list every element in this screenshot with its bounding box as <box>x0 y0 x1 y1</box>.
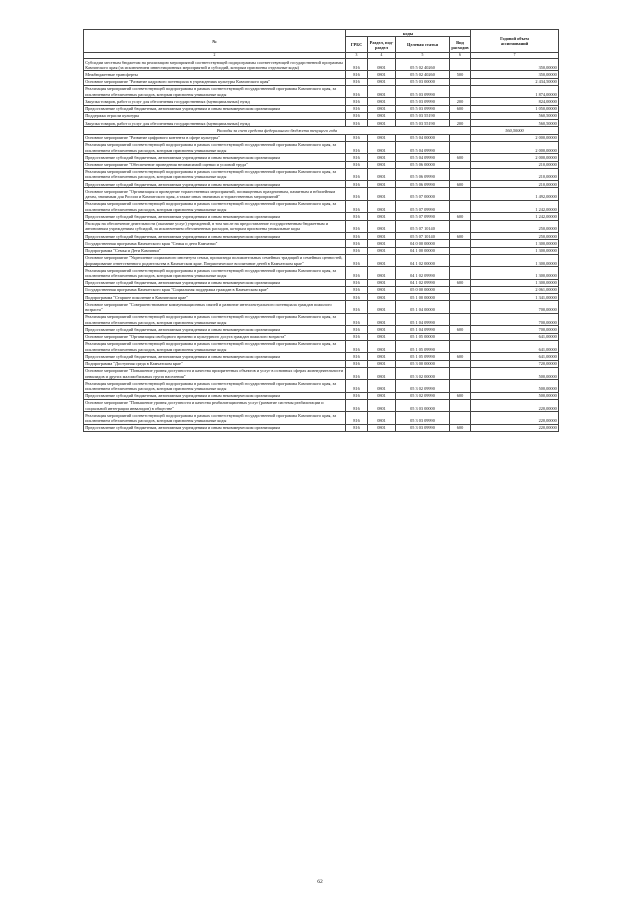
table-row <box>84 78 559 85</box>
page-number: 62 <box>317 879 323 885</box>
row-section: 0801 <box>368 105 396 112</box>
row-name: Государственная программа Камчатского края "Социальная поддержка граждан в Камчатском крае" <box>84 286 346 293</box>
row-target: 05 3 03 09990 <box>396 412 450 424</box>
row-amount: 1 300,00000 <box>471 267 559 279</box>
row-grbs: 816 <box>346 353 368 360</box>
row-grbs: 816 <box>346 294 368 301</box>
table-row <box>84 213 559 220</box>
row-amount: 1 242,00000 <box>471 213 559 220</box>
row-expense-type: 600 <box>450 326 471 333</box>
row-target: 05 0 00 00000 <box>396 286 450 293</box>
row-expense-type <box>450 188 471 200</box>
row-name: Предоставление субсидий бюджетным, автономным учреждениям и иным некоммерческим организациям <box>84 326 346 333</box>
row-target: 05 5 04 09990 <box>396 141 450 153</box>
row-section: 0801 <box>368 399 396 411</box>
row-expense-type <box>450 85 471 97</box>
table-row <box>84 399 559 411</box>
table-row <box>84 424 559 431</box>
row-amount: 500,00000 <box>471 392 559 399</box>
row-target: 05 3 02 00000 <box>396 367 450 379</box>
row-amount: 2 434,50000 <box>471 78 559 85</box>
row-grbs: 816 <box>346 233 368 240</box>
row-amount: 1 300,00000 <box>471 247 559 254</box>
row-target: 05 3 02 09990 <box>396 380 450 392</box>
row-name: Основное мероприятие "Совершенствование коммуникационных связей и развитие интеллектуального потенциала граждан пожилого возраста" <box>84 301 346 313</box>
row-amount: 210,00000 <box>471 161 559 168</box>
row-section: 0801 <box>368 161 396 168</box>
table-header <box>84 30 559 59</box>
header-grbs: ГРБС <box>346 37 368 53</box>
row-amount: 350,00000 <box>471 71 559 78</box>
row-expense-type: 600 <box>450 233 471 240</box>
table-row <box>84 326 559 333</box>
row-amount: 210,00000 <box>471 181 559 188</box>
row-amount: 250,00000 <box>471 220 559 232</box>
row-expense-type <box>450 134 471 141</box>
row-expense-type <box>450 380 471 392</box>
table-row <box>84 247 559 254</box>
row-grbs: 816 <box>346 168 368 180</box>
row-amount: 2 061,00000 <box>471 286 559 293</box>
table-row <box>84 200 559 212</box>
row-target: 05 5 02 40260 <box>396 71 450 78</box>
row-target: 05 5 03 55190 <box>396 112 450 119</box>
row-section: 0801 <box>368 188 396 200</box>
row-section: 0801 <box>368 392 396 399</box>
row-section: 0801 <box>368 367 396 379</box>
table-row <box>84 233 559 240</box>
row-section: 0801 <box>368 213 396 220</box>
row-grbs: 816 <box>346 188 368 200</box>
row-name: Государственная программа Камчатского края "Семья и дети Камчатки" <box>84 240 346 247</box>
row-name: Основное мероприятие "Развитие цифрового контента в сфере культуры" <box>84 134 346 141</box>
row-expense-type <box>450 247 471 254</box>
row-target: 05 1 04 09990 <box>396 313 450 325</box>
row-target: 05 1 04 00000 <box>396 301 450 313</box>
row-expense-type: 600 <box>450 154 471 161</box>
row-section: 0801 <box>368 412 396 424</box>
row-section: 0801 <box>368 279 396 286</box>
row-grbs: 816 <box>346 105 368 112</box>
row-amount: 560,50000 <box>471 112 559 119</box>
row-name: Реализация мероприятий соответствующей подпрограммы в рамках соответствующей государственной программы Камчатского края, за исключением обезличенных расходов, которым присвоены уникальные коды <box>84 340 346 352</box>
row-target: 05 5 02 40260 <box>396 59 450 71</box>
row-name: Предоставление субсидий бюджетным, автономным учреждениям и иным некоммерческим организациям <box>84 279 346 286</box>
row-section: 0801 <box>368 78 396 85</box>
row-section: 0801 <box>368 120 396 127</box>
row-name: Реализация мероприятий соответствующей подпрограммы в рамках соответствующей государственной программы Камчатского края, за исключением обезличенных расходов, которым присвоены уникальные коды <box>84 141 346 153</box>
row-grbs: 816 <box>346 380 368 392</box>
column-index: 4 <box>368 53 396 59</box>
header-target: Целевая статья <box>396 37 450 53</box>
row-target: 05 3 03 00000 <box>396 399 450 411</box>
row-target: 05 5 03 00000 <box>396 78 450 85</box>
row-grbs: 816 <box>346 240 368 247</box>
row-target: 05 5 03 09990 <box>396 98 450 105</box>
row-expense-type <box>450 399 471 411</box>
row-grbs: 816 <box>346 120 368 127</box>
row-expense-type <box>450 240 471 247</box>
row-grbs: 816 <box>346 220 368 232</box>
row-target: 05 5 06 09990 <box>396 181 450 188</box>
row-section: 0801 <box>368 340 396 352</box>
header-codes: коды <box>346 30 471 37</box>
row-expense-type: 600 <box>450 181 471 188</box>
header-expense-type: Вид расходов <box>450 37 471 53</box>
row-expense-type <box>450 412 471 424</box>
row-section: 0801 <box>368 247 396 254</box>
row-amount: 220,00000 <box>471 412 559 424</box>
row-name: Предоставление субсидий бюджетным, автономным учреждениям и иным некоммерческим организациям <box>84 233 346 240</box>
row-amount: 1 492,00000 <box>471 188 559 200</box>
row-name: Закупка товаров, работ и услуг для обеспечения государственных (муниципальных) нужд <box>84 98 346 105</box>
header-section: Раздел, под- раздел <box>368 37 396 53</box>
row-name: Предоставление субсидий бюджетным, автономным учреждениям и иным некоммерческим организациям <box>84 392 346 399</box>
row-target: 04 0 00 00000 <box>396 240 450 247</box>
row-grbs: 816 <box>346 200 368 212</box>
row-name: Основное мероприятие "Организация и проведение торжественных мероприятий, посвященных праздничным, памятным и юбилейным датам, значимым для России и Камчатского края, а также иных значимых и торжественных мероприятий" <box>84 188 346 200</box>
row-section: 0801 <box>368 220 396 232</box>
row-name: Подпрограмма "Старшее поколение в Камчатском крае" <box>84 294 346 301</box>
row-amount: 1 300,00000 <box>471 240 559 247</box>
row-target: 05 1 05 09990 <box>396 340 450 352</box>
column-index: 2 <box>84 53 346 59</box>
row-name: Основное мероприятие "Развитие кадрового потенциала в учреждениях культуры Камчатского края" <box>84 78 346 85</box>
row-grbs: 816 <box>346 254 368 266</box>
table-row <box>84 168 559 180</box>
table-row <box>84 181 559 188</box>
row-section: 0801 <box>368 200 396 212</box>
row-name: Подпрограмма "Доступная среда в Камчатском крае" <box>84 360 346 367</box>
row-name: Межбюджетные трансферты <box>84 71 346 78</box>
row-name: Предоставление субсидий бюджетным, автономным учреждениям и иным некоммерческим организациям <box>84 353 346 360</box>
row-grbs: 816 <box>346 161 368 168</box>
row-grbs: 816 <box>346 78 368 85</box>
row-name: Реализация мероприятий соответствующей подпрограммы в рамках соответствующей государственной программы Камчатского края, за исключением обезличенных расходов, которым присвоены уникальные коды <box>84 412 346 424</box>
row-name: Закупка товаров, работ и услуг для обеспечения государственных (муниципальных) нужд <box>84 120 346 127</box>
row-section: 0801 <box>368 134 396 141</box>
row-grbs: 816 <box>346 85 368 97</box>
table-row <box>84 127 559 134</box>
row-name: Реализация мероприятий соответствующей подпрограммы в рамках соответствующей государственной программы Камчатского края, за исключением обезличенных расходов, которым присвоены уникальные коды <box>84 313 346 325</box>
table-row <box>84 98 559 105</box>
row-expense-type <box>450 267 471 279</box>
row-amount: 700,00000 <box>471 326 559 333</box>
row-name: Основное мероприятие "Обеспечение проведения независимой оценки и условий труда" <box>84 161 346 168</box>
column-index: 7 <box>471 53 559 59</box>
row-section: 0801 <box>368 233 396 240</box>
table-row <box>84 134 559 141</box>
table-row <box>84 340 559 352</box>
row-name: Реализация мероприятий соответствующей подпрограммы в рамках соответствующей государственной программы Камчатского края, за исключением обезличенных расходов, которым присвоены уникальные коды <box>84 380 346 392</box>
table-row <box>84 71 559 78</box>
row-target: 05 5 04 09990 <box>396 154 450 161</box>
row-target: 05 5 03 55190 <box>396 120 450 127</box>
row-grbs: 816 <box>346 71 368 78</box>
row-target: 05 5 06 00000 <box>396 161 450 168</box>
row-target: 05 3 00 00000 <box>396 360 450 367</box>
table-row <box>84 313 559 325</box>
row-target: 04 1 02 00000 <box>396 254 450 266</box>
row-name: Подпрограмма "Семья и Дети Камчатки" <box>84 247 346 254</box>
row-amount: 720,00000 <box>471 360 559 367</box>
column-index: 5 <box>396 53 450 59</box>
row-amount: 641,00000 <box>471 353 559 360</box>
table-row <box>84 279 559 286</box>
row-expense-type <box>450 313 471 325</box>
row-target: 05 1 05 00000 <box>396 333 450 340</box>
row-grbs: 816 <box>346 412 368 424</box>
row-expense-type <box>450 340 471 352</box>
row-expense-type: 200 <box>450 120 471 127</box>
row-amount: 500,00000 <box>471 380 559 392</box>
row-amount: 350,00000 <box>471 59 559 71</box>
row-target: 04 1 00 00000 <box>396 247 450 254</box>
row-target: 04 1 02 09990 <box>396 267 450 279</box>
row-grbs: 816 <box>346 181 368 188</box>
row-expense-type <box>450 254 471 266</box>
budget-table <box>83 29 559 432</box>
row-expense-type: 600 <box>450 353 471 360</box>
row-amount: 641,00000 <box>471 333 559 340</box>
row-grbs: 816 <box>346 59 368 71</box>
row-grbs: 816 <box>346 213 368 220</box>
row-grbs: 816 <box>346 141 368 153</box>
row-target: 05 1 04 09990 <box>396 326 450 333</box>
row-expense-type <box>450 112 471 119</box>
table-row <box>84 392 559 399</box>
row-amount: 250,00000 <box>471 233 559 240</box>
row-target: 05 5 06 09990 <box>396 168 450 180</box>
row-amount: 2 000,00000 <box>471 154 559 161</box>
row-expense-type <box>450 141 471 153</box>
row-section: 0801 <box>368 286 396 293</box>
column-index: 3 <box>346 53 368 59</box>
row-section: 0801 <box>368 294 396 301</box>
row-grbs: 816 <box>346 333 368 340</box>
table-row <box>84 240 559 247</box>
row-target: 05 5 07 09990 <box>396 200 450 212</box>
row-section: 0801 <box>368 98 396 105</box>
row-name: Предоставление субсидий бюджетным, автономным учреждениям и иным некоммерческим организациям <box>84 424 346 431</box>
row-section: 0801 <box>368 360 396 367</box>
row-section: 0801 <box>368 353 396 360</box>
row-expense-type <box>450 200 471 212</box>
row-expense-type <box>450 360 471 367</box>
row-section: 0801 <box>368 326 396 333</box>
table-row <box>84 301 559 313</box>
row-expense-type <box>450 367 471 379</box>
row-expense-type: 600 <box>450 213 471 220</box>
row-grbs: 816 <box>346 424 368 431</box>
row-target: 05 3 02 09990 <box>396 392 450 399</box>
row-grbs: 816 <box>346 399 368 411</box>
row-name: Реализация мероприятий соответствующей подпрограммы в рамках соответствующей государственной программы Камчатского края, за исключением обезличенных расходов, которым присвоены уникальные коды <box>84 200 346 212</box>
row-name: Основное мероприятие "Укрепление социального института семьи, пропаганда положительных семейных традиций и семейных ценностей, формирование ответственного родительства в Камчатском крае. Патриотическое воспитание детей в Камчатском крае" <box>84 254 346 266</box>
row-name: Поддержка отрасли культуры <box>84 112 346 119</box>
row-amount: 210,00000 <box>471 168 559 180</box>
row-amount: 1 300,00000 <box>471 254 559 266</box>
row-amount: 560,50000 <box>471 127 559 134</box>
table-row <box>84 412 559 424</box>
row-grbs: 816 <box>346 367 368 379</box>
row-name: Расходы на обеспечение деятельности (оказание услуг) учреждений, в том числе на предоставление государственным бюджетным и автономным учреждениям субсидий, за исключением обезличенных расходов, которым присвоены уникальные коды <box>84 220 346 232</box>
row-grbs: 816 <box>346 154 368 161</box>
table-row <box>84 141 559 153</box>
row-target: 05 5 07 00000 <box>396 188 450 200</box>
table-row <box>84 380 559 392</box>
table-row <box>84 85 559 97</box>
row-section: 0801 <box>368 240 396 247</box>
row-amount: 700,00000 <box>471 301 559 313</box>
row-name: Предоставление субсидий бюджетным, автономным учреждениям и иным некоммерческим организациям <box>84 181 346 188</box>
table-row <box>84 154 559 161</box>
row-grbs: 816 <box>346 392 368 399</box>
table-row <box>84 360 559 367</box>
row-name: Реализация мероприятий соответствующей подпрограммы в рамках соответствующей государственной программы Камчатского края, за исключением обезличенных расходов, которым присвоены уникальные коды <box>84 85 346 97</box>
row-expense-type: 600 <box>450 279 471 286</box>
row-grbs: 816 <box>346 279 368 286</box>
row-section: 0801 <box>368 141 396 153</box>
row-target: 05 3 03 09990 <box>396 424 450 431</box>
table-row <box>84 254 559 266</box>
column-index: 6 <box>450 53 471 59</box>
table-row <box>84 188 559 200</box>
row-grbs: 816 <box>346 301 368 313</box>
row-section: 0801 <box>368 112 396 119</box>
row-grbs: 816 <box>346 98 368 105</box>
header-number: № <box>84 30 346 53</box>
row-amount: 1 874,00000 <box>471 85 559 97</box>
row-name: Реализация мероприятий соответствующей подпрограммы в рамках соответствующей государственной программы Камчатского края, за исключением обезличенных расходов, которым присвоены уникальные коды <box>84 168 346 180</box>
row-expense-type: 200 <box>450 98 471 105</box>
row-amount: 641,00000 <box>471 340 559 352</box>
row-grbs: 816 <box>346 286 368 293</box>
row-section: 0801 <box>368 181 396 188</box>
row-name: Реализация мероприятий соответствующей подпрограммы в рамках соответствующей государственной программы Камчатского края, за исключением обезличенных расходов, которым присвоены уникальные коды <box>84 267 346 279</box>
row-amount: 560,50000 <box>471 120 559 127</box>
row-amount: 1 341,00000 <box>471 294 559 301</box>
row-section: 0801 <box>368 333 396 340</box>
row-grbs: 816 <box>346 360 368 367</box>
table-row <box>84 333 559 340</box>
table-row <box>84 220 559 232</box>
table-row <box>84 367 559 379</box>
row-grbs: 816 <box>346 326 368 333</box>
row-amount: 700,00000 <box>471 313 559 325</box>
row-grbs: 816 <box>346 313 368 325</box>
row-amount: 220,00000 <box>471 399 559 411</box>
table-row <box>84 120 559 127</box>
row-amount: 2 000,00000 <box>471 141 559 153</box>
table-row <box>84 161 559 168</box>
row-expense-type <box>450 333 471 340</box>
table-body <box>84 59 559 432</box>
row-name: Субсидии местным бюджетам на реализацию мероприятий соответствующей подпрограммы соответствующей государственной программы Камчатского края (за исключением инвестиционных мероприятий и субсидий, которым присвоены отдельные коды) <box>84 59 346 71</box>
table-row <box>84 286 559 293</box>
row-expense-type <box>450 286 471 293</box>
row-section: 0801 <box>368 71 396 78</box>
row-note: Расходы за счет средств федерального бюджета текущего года <box>84 127 471 134</box>
row-name: Предоставление субсидий бюджетным, автономным учреждениям и иным некоммерческим организациям <box>84 154 346 161</box>
row-grbs: 816 <box>346 267 368 279</box>
table-row <box>84 353 559 360</box>
row-amount: 2 000,00000 <box>471 134 559 141</box>
row-expense-type: 600 <box>450 105 471 112</box>
row-name: Предоставление субсидий бюджетным, автономным учреждениям и иным некоммерческим организациям <box>84 213 346 220</box>
row-expense-type <box>450 301 471 313</box>
row-name: Основное мероприятие "Повышение уровня доступности и качества приоритетных объектов и услуг в основных сферах жизнедеятельности инвалидов и других маломобильных групп населения" <box>84 367 346 379</box>
row-name: Основное мероприятие "Организация свободного времени и культурного досуга граждан пожилого возраста" <box>84 333 346 340</box>
row-grbs: 816 <box>346 112 368 119</box>
row-expense-type <box>450 168 471 180</box>
row-name: Основное мероприятие "Повышение уровня доступности и качества реабилитационных услуг (развитие системы реабилитации и социальной интеграции инвалидов) в обществе" <box>84 399 346 411</box>
row-expense-type: 500 <box>450 71 471 78</box>
row-section: 0801 <box>368 301 396 313</box>
row-amount: 1 050,00000 <box>471 105 559 112</box>
row-target: 05 5 07 09990 <box>396 213 450 220</box>
row-section: 0801 <box>368 85 396 97</box>
row-target: 05 5 07 10140 <box>396 233 450 240</box>
row-expense-type <box>450 294 471 301</box>
header-amount: Годовой объем ассигнований <box>471 30 559 53</box>
row-section: 0801 <box>368 168 396 180</box>
row-amount: 1 242,00000 <box>471 200 559 212</box>
table-row <box>84 105 559 112</box>
row-grbs: 816 <box>346 247 368 254</box>
row-target: 05 1 05 09990 <box>396 353 450 360</box>
row-section: 0801 <box>368 424 396 431</box>
row-amount: 824,00000 <box>471 98 559 105</box>
row-section: 0801 <box>368 313 396 325</box>
row-section: 0801 <box>368 154 396 161</box>
row-target: 05 5 03 09990 <box>396 85 450 97</box>
row-target: 05 5 07 10140 <box>396 220 450 232</box>
row-amount: 1 300,00000 <box>471 279 559 286</box>
table-row <box>84 294 559 301</box>
row-amount: 220,00000 <box>471 424 559 431</box>
table-row <box>84 112 559 119</box>
table-row <box>84 267 559 279</box>
row-target: 05 5 04 00000 <box>396 134 450 141</box>
row-section: 0801 <box>368 254 396 266</box>
row-expense-type: 600 <box>450 424 471 431</box>
row-target: 05 1 00 00000 <box>396 294 450 301</box>
row-grbs: 816 <box>346 134 368 141</box>
row-expense-type <box>450 59 471 71</box>
row-section: 0801 <box>368 267 396 279</box>
row-amount: 500,00000 <box>471 367 559 379</box>
row-expense-type <box>450 78 471 85</box>
row-expense-type: 600 <box>450 392 471 399</box>
table-row <box>84 59 559 71</box>
row-target: 04 1 02 09990 <box>396 279 450 286</box>
row-name: Предоставление субсидий бюджетным, автономным учреждениям и иным некоммерческим организациям <box>84 105 346 112</box>
row-expense-type <box>450 220 471 232</box>
row-section: 0801 <box>368 59 396 71</box>
row-section: 0801 <box>368 380 396 392</box>
row-expense-type <box>450 161 471 168</box>
row-target: 05 5 03 09990 <box>396 105 450 112</box>
row-grbs: 816 <box>346 340 368 352</box>
